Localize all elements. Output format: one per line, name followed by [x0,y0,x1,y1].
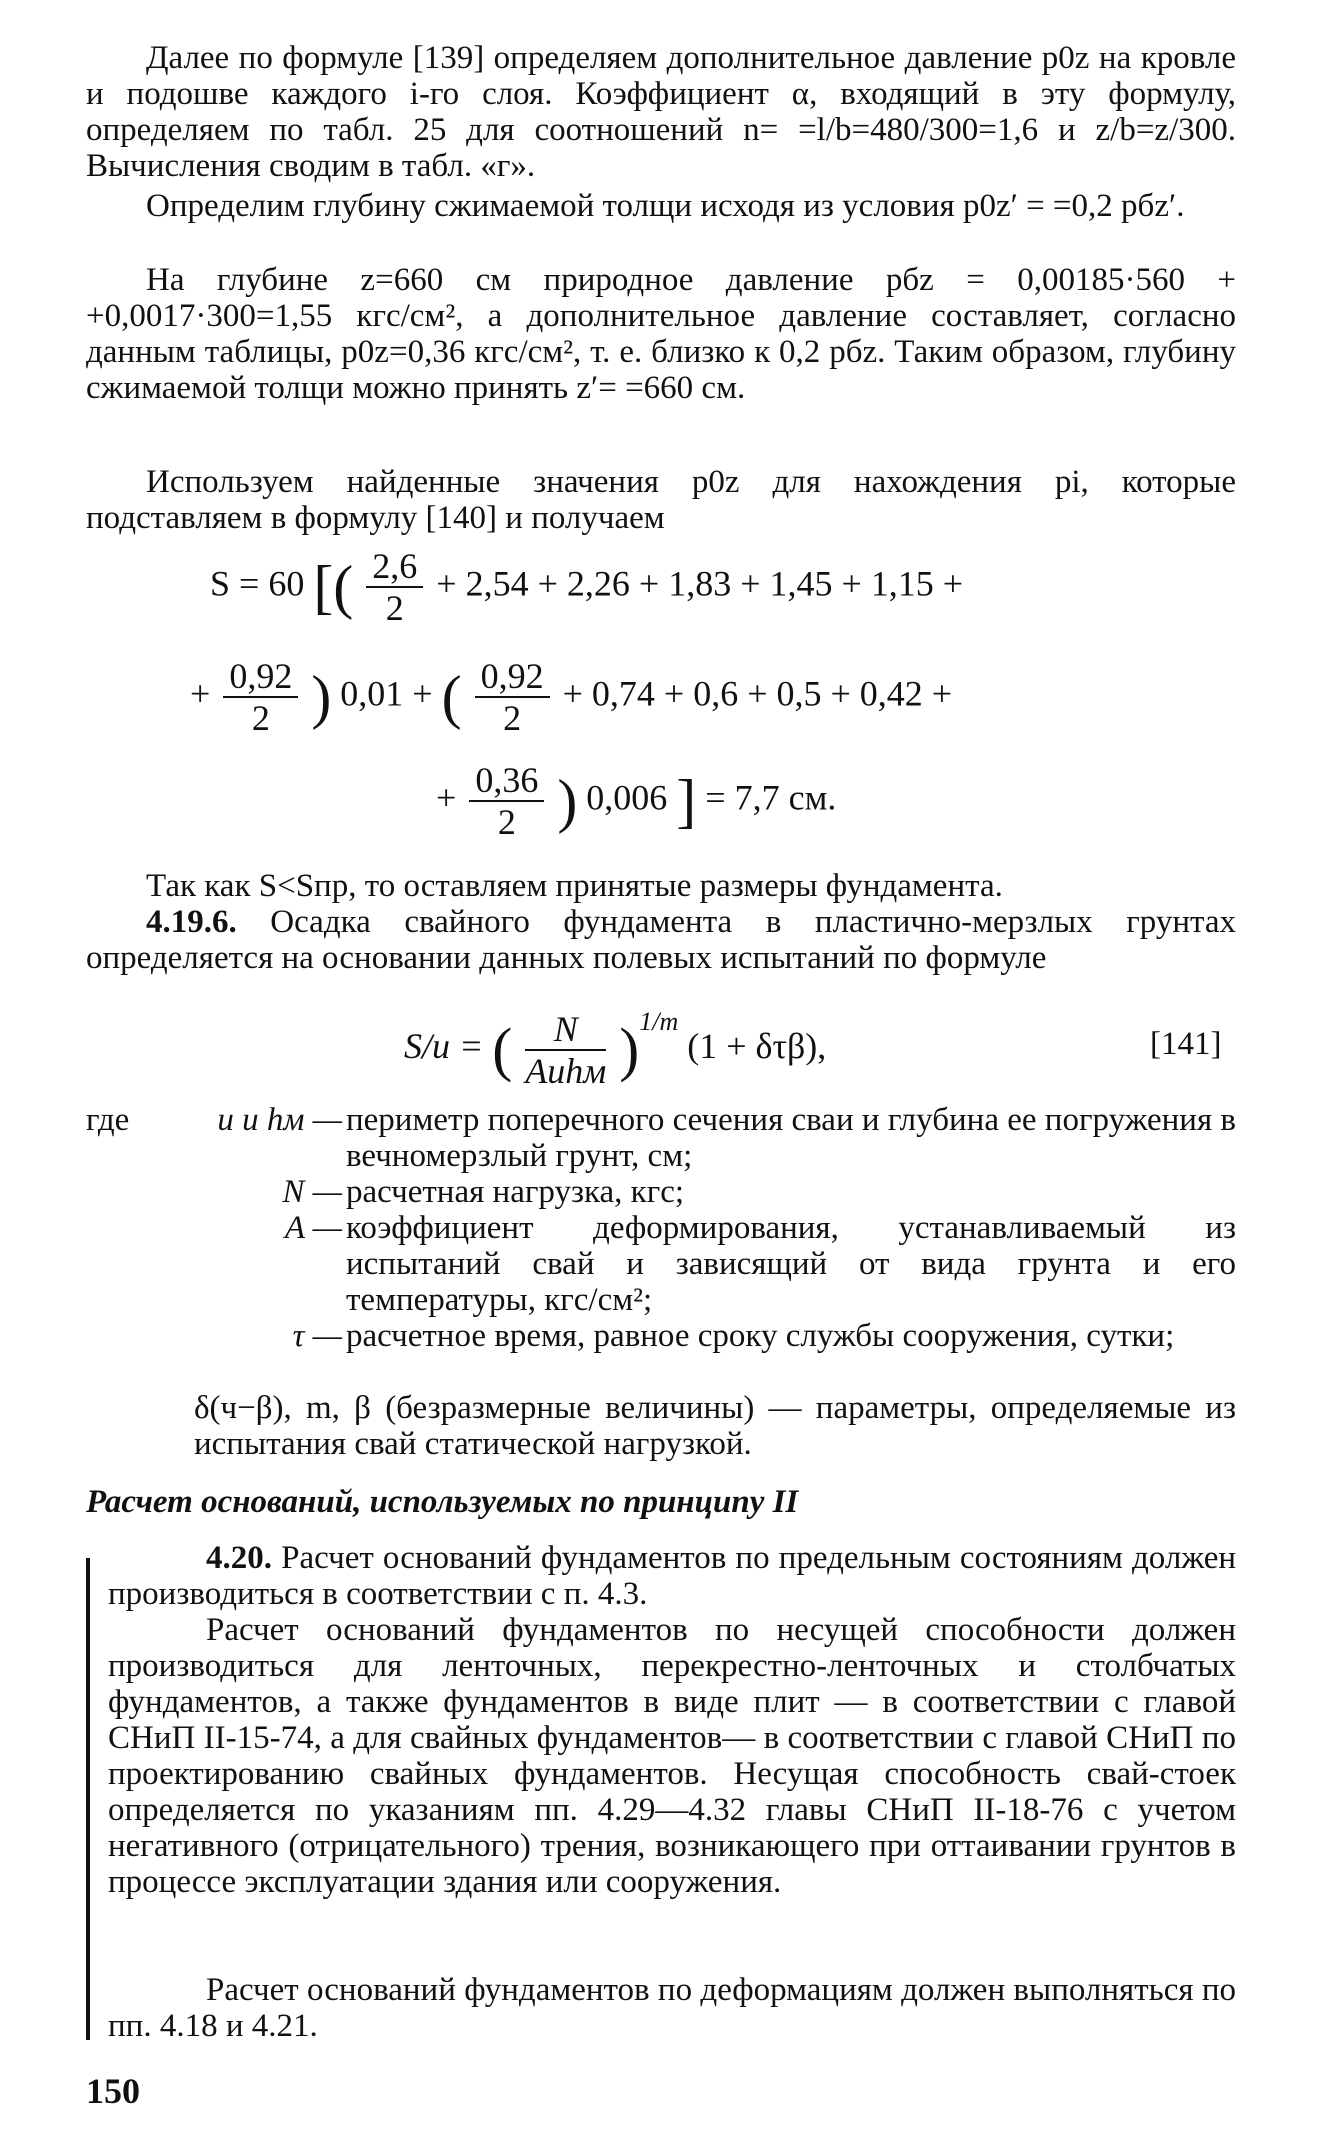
paren-close: ) [619,1016,640,1083]
formula-s-line-1 [210,546,963,628]
paren-close: ) [557,768,578,834]
fraction-1-denominator: 2 [385,588,404,628]
definition-term: N — [282,1174,342,1210]
fraction-4-denominator: 2 [497,802,516,842]
paragraph-4-19-6-text: Осадка свайного фундамента в пластично-мерзлых грунтах определяется на основании данных полевых испытаний по формуле [86,904,1236,976]
bracket-open: [( [313,554,354,620]
fraction-3-numerator: 0,92 [475,656,550,698]
definition-term: u и hм — [217,1102,342,1138]
formula-s-line-3 [436,760,836,842]
formula-141-fraction [525,1009,606,1091]
paragraph-keep-sizes: Так как S<Sпр, то оставляем принятые размеры фундамента. [146,868,1003,904]
page-number: 150 [86,2071,140,2111]
bracket-close: ] [676,768,697,834]
formula-s-line3-rest: 0,006 [586,777,668,818]
section-number-4-19-6: 4.19.6. [146,904,237,940]
definition-last: δ(ч−β), m, β (безразмерные величины) — параметры, определяемые из испытания свай статической нагрузкой. [194,1390,1236,1462]
fraction-3-denominator: 2 [503,698,522,738]
paragraph-4-20-text: Расчет оснований фундаментов по предельным состояниям должен производиться в соответствии с п. 4.3. [108,1540,1237,1612]
formula-s-line2-rest: + 0,74 + 0,6 + 0,5 + 0,42 + [562,673,953,714]
section-heading: Расчет оснований, используемых по принципу II [86,1484,799,1520]
definition-description: периметр поперечного сечения сваи и глубина ее погружения в вечномерзлый грунт, см; [346,1102,1236,1174]
definition-description: расчетная нагрузка, кгс; [346,1174,685,1210]
section-number-4-20: 4.20. [206,1540,272,1576]
where-label: где [86,1102,130,1138]
paragraph-depth-660: На глубине z=660 см природное давление pбz = 0,00185·560 + +0,0017·300=1,55 кгс/см², а дополнительное давление составляет, согласно данным таблицы, p0z=0,36 кгс/см², т. е. близко к 0,2 pбz. Таким образом, глубину сжимаемой толщи можно принять z′= =660 см. [86,262,1236,406]
paragraph-4-20 [108,1540,1236,1612]
formula-s-lead: S = 60 [210,563,305,604]
formula-141-exponent: 1/m [639,1007,679,1036]
paren-open: ( [492,1016,513,1083]
fraction-4 [469,760,544,842]
paragraph-formula-139: Далее по формуле [139] определяем дополнительное давление p0z на кровле и подошве каждого i-го слоя. Коэффициент α, входящий в эту формулу, определяем по табл. 25 для соотношений n= =l/b=480/300=1,6 и z/b=z/300. Вычисления сводим в табл. «г». [86,40,1236,184]
definition-term: τ — [292,1318,342,1354]
paragraph-deformations: Расчет оснований фундаментов по деформациям должен выполняться по пп. 4.18 и 4.21. [108,1972,1236,2044]
paren-open: ( [441,664,462,730]
paren-close: ) [311,664,332,730]
paragraph-compressible-depth: Определим глубину сжимаемой толщи исходя из условия p0z′ = =0,2 pбz′. [146,188,1185,224]
paragraph-use-values: Используем найденные значения p0z для нахождения pi, которые подставляем в формулу [140] и получаем [86,464,1236,536]
formula-s-line-2 [190,656,952,738]
fraction-3 [475,656,550,738]
formula-141-label: [141] [1150,1026,1222,1062]
formula-s-line2-mid: 0,01 + [340,673,433,714]
formula-141-lhs: S/u = [404,1026,484,1066]
formula-141-denominator: Auhм [525,1050,607,1091]
margin-change-bar [86,1558,90,2040]
formula-141-tail: (1 + δτβ), [687,1026,827,1066]
formula-141-numerator: N [525,1009,606,1051]
formula-s-line1-rest: + 2,54 + 2,26 + 1,83 + 1,45 + 1,15 + [436,563,964,604]
fraction-2-denominator: 2 [251,698,270,738]
plus-sign: + [436,777,457,818]
definition-term: A — [284,1210,342,1246]
definition-description: коэффициент деформирования, устанавливаемый из испытаний свай и зависящий от вида грунта и его температуры, кгс/см²; [346,1210,1236,1318]
fraction-2 [223,656,298,738]
fraction-1 [366,546,423,628]
plus-sign: + [190,673,211,714]
formula-141 [404,1002,826,1091]
definition-description: расчетное время, равное сроку службы сооружения, сутки; [346,1318,1175,1354]
paragraph-bearing-capacity: Расчет оснований фундаментов по несущей способности должен производиться для ленточных, перекрестно-ленточных и столбчатых фундаментов, а также фундаментов в виде плит — в соответствии с главой СНиП II-15-74, а для свайных фундаментов— в соответствии с главой СНиП по проектированию свайных фундаментов. Несущая способность свай-стоек определяется по указаниям пп. 4.29—4.32 главы СНиП II-18-76 с учетом негативного (отрицательного) трения, возникающего при оттаивании грунтов в процессе эксплуатации здания или сооружения. [108,1612,1236,1900]
paragraph-4-19-6 [86,904,1236,976]
fraction-2-numerator: 0,92 [223,656,298,698]
fraction-1-numerator: 2,6 [366,546,423,588]
fraction-4-numerator: 0,36 [469,760,544,802]
formula-s-result: = 7,7 см. [705,777,837,818]
